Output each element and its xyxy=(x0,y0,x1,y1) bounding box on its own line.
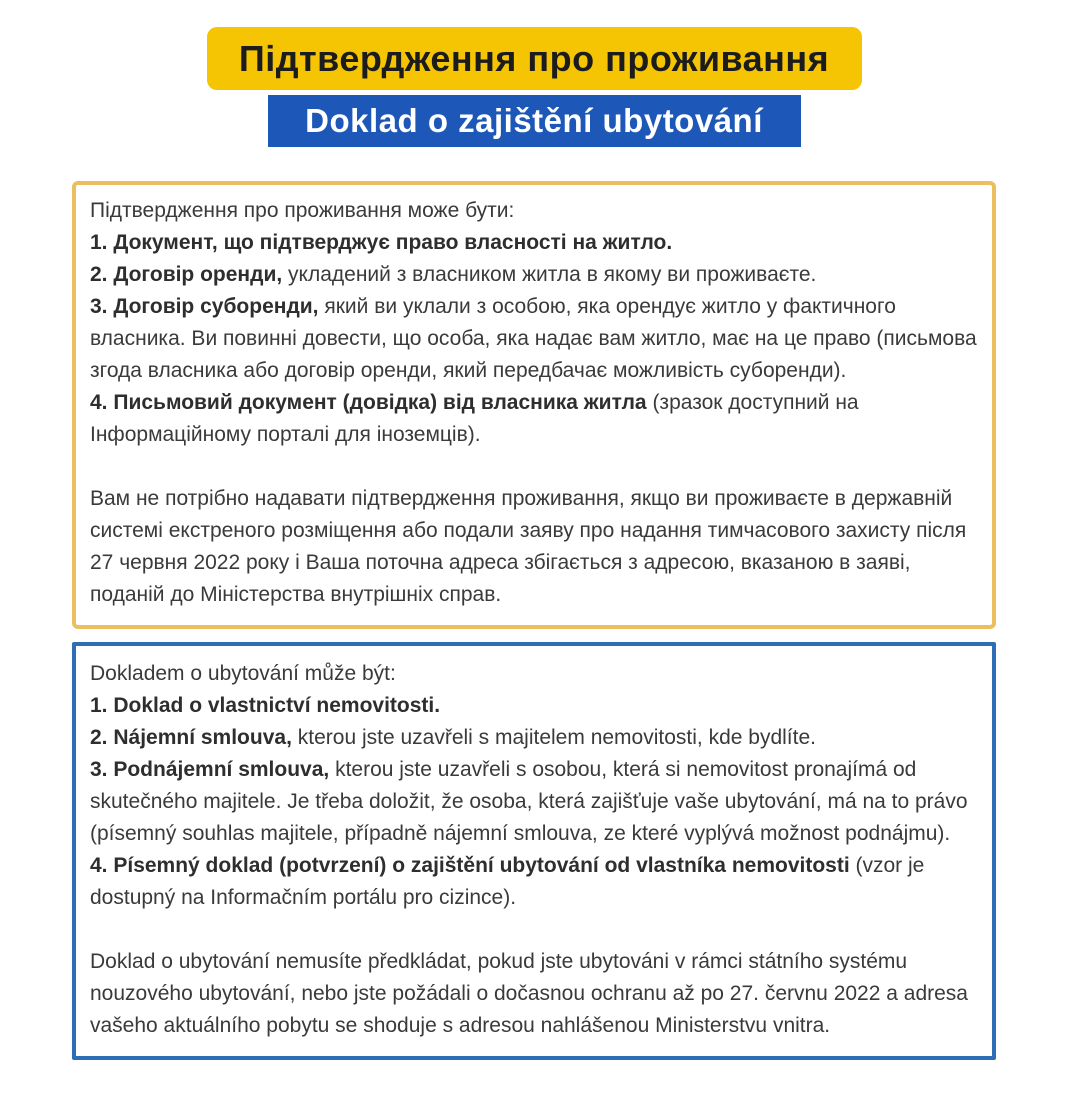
cz-list-item-1: 1. Doklad o vlastnictví nemovitosti. xyxy=(90,694,441,717)
uk-list-item-4: 4. Письмовий документ (довідка) від власника житла (зразок доступний на Інформаційному порталі для іноземців). xyxy=(90,391,859,446)
uk-intro-line: Підтвердження про проживання може бути: xyxy=(90,199,515,222)
uk-info-box xyxy=(72,181,996,629)
title-banner-czech: Doklad o zajištění ubytování xyxy=(268,95,801,147)
cz-list-item-3: 3. Podnájemní smlouva, kterou jste uzavřeli s osobou, která si nemovitost pronajímá od skutečného majitele. Je třeba doložit, že osoba, která zajišťuje vaše ubytování, má na to právo (písemný souhlas majitele, případně nájemní smlouva, ze které vyplývá možnost podnájmu). xyxy=(90,758,968,845)
cz-list-item-2: 2. Nájemní smlouva, kterou jste uzavřeli s majitelem nemovitosti, kde bydlíte. xyxy=(90,726,816,749)
uk-note-paragraph: Вам не потрібно надавати підтвердження проживання, якщо ви проживаєте в державній системі екстреного розміщення або подали заяву про надання тимчасового захисту після 27 червня 2022 року і Ваша поточна адреса збігається з адресою, вказаною в заяві, поданій до Міністерства внутрішніх справ. xyxy=(90,487,967,606)
uk-list-item-1: 1. Документ, що підтверджує право власності на житло. xyxy=(90,231,673,254)
uk-list-item-2: 2. Договір оренди, укладений з власником житла в якому ви проживаєте. xyxy=(90,263,817,286)
cz-note-paragraph: Doklad o ubytování nemusíte předkládat, pokud jste ubytováni v rámci státního systému nouzového ubytování, nebo jste požádali o dočasnou ochranu až po 27. červnu 2022 a adresa vašeho aktuálního pobytu se shoduje s adresou nahlášenou Ministerstvu vnitra. xyxy=(90,950,968,1037)
uk-list-item-3: 3. Договір суборенди, який ви уклали з особою, яка орендує житло у фактичного власника. Ви повинні довести, що особа, яка надає вам житло, має на це право (письмова згода власника або договір оренди, який передбачає можливість суборенди). xyxy=(90,295,977,382)
cz-info-box xyxy=(72,642,996,1060)
title-banner-ukrainian: Підтвердження про проживання xyxy=(207,27,862,90)
cz-intro-line: Dokladem o ubytování může být: xyxy=(90,662,396,685)
cz-list-item-4: 4. Písemný doklad (potvrzení) o zajištění ubytování od vlastníka nemovitosti (vzor je dostupný na Informačním portálu pro cizince). xyxy=(90,854,925,909)
